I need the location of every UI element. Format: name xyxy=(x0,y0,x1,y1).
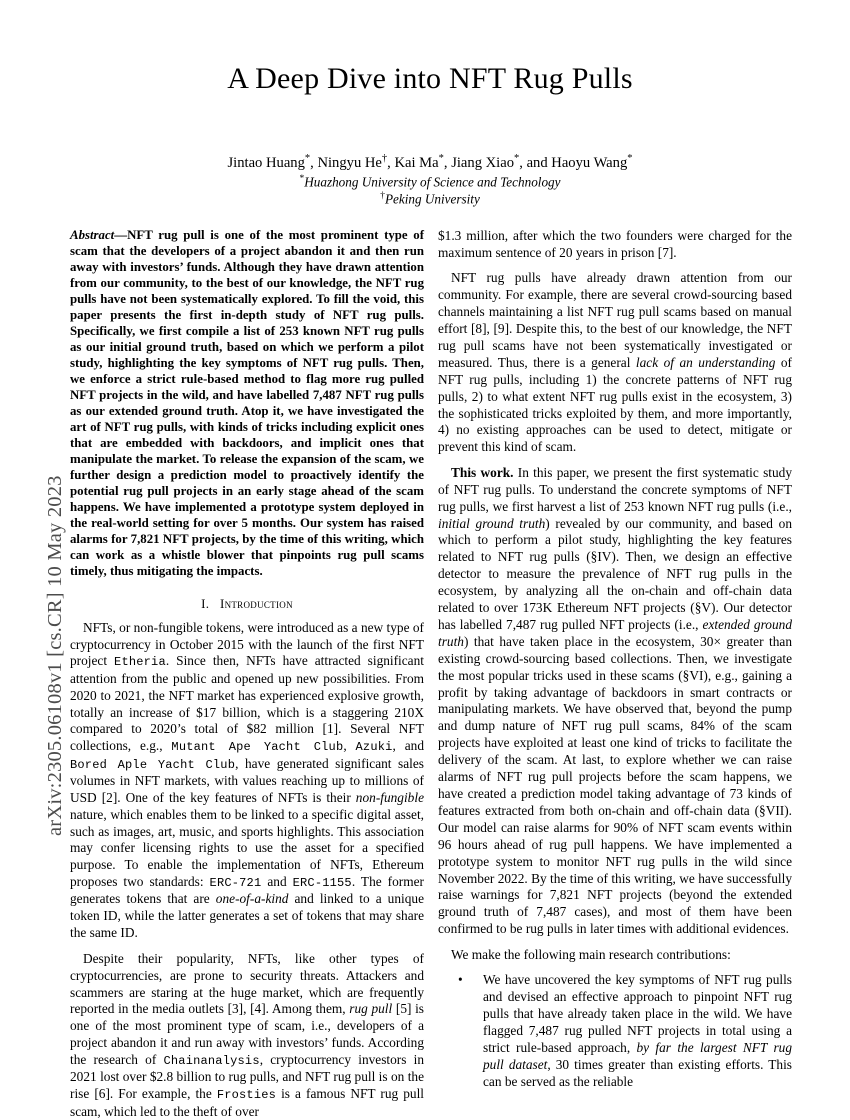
contribution-1-seg-b: , 30 times greater than existing efforts. This can be served as the reliable xyxy=(483,1056,792,1089)
intro-p2-seg-a: Despite their popularity, NFTs, like other types of cryptocurrencies, are prone to security threats. Attackers and scammers are staring at the huge market, which are frequently reported in the media outlets [3], [4]. Among them, xyxy=(70,950,424,1017)
section-heading-introduction-wrap xyxy=(70,596,424,612)
contributions-list xyxy=(438,972,792,1090)
term-initial-ground-truth: initial ground truth xyxy=(438,515,546,531)
affiliation-1-mark: * xyxy=(299,173,305,184)
contribution-1-seg-a: We have uncovered the key symptoms of NFT rug pulls and devised an effective approach to pinpoint NFT rug pulls that have already taken place in the wild. We have flagged 7,487 rug pulled NFT projects in total using a strict rule-based approach, xyxy=(483,972,792,1055)
intro-paragraph-6: We make the following main research contributions: xyxy=(451,946,731,962)
this-work-label: This work. xyxy=(451,464,514,480)
term-non-fungible: non-fungible xyxy=(355,789,424,805)
author-block xyxy=(70,152,790,208)
term-one-of-a-kind: one-of-a-kind xyxy=(215,891,289,907)
author-2: , Ningyu He xyxy=(310,154,382,171)
intro-paragraph-3: $1.3 million, after which the two founders were charged for the maximum sentence of 20 years in prison [7]. xyxy=(438,228,792,260)
abstract-dash: — xyxy=(114,228,128,242)
author-5: , and Haoyu Wang xyxy=(519,154,628,171)
intro-paragraph-1 xyxy=(70,620,424,943)
author-5-mark: * xyxy=(627,153,633,164)
intro-p4-seg-a: NFT rug pulls have already drawn attention from our community. For example, there are several crowd-sourcing based channels maintaining a list NFT rug pull scams based on manual effort [8], [9]. Despite this, to the best of our knowledge, the NFT rug pull scams have not been systematically investigated or measured. Thus, there is a general xyxy=(438,270,792,370)
author-4: , Jiang Xiao xyxy=(443,154,515,171)
intro-paragraph-5 xyxy=(438,465,792,938)
abstract-label: Abstract xyxy=(70,228,115,242)
project-name-frosties: Frosties xyxy=(216,1088,277,1103)
intro-p5-seg-c: ) that have taken place in the ecosystem, 30× greater than existing crowd-sourcing based collections. Then, we investigate the most popular tricks used in these scams (§VI), e.g., gaining a profit by taking advantage of backdoors in smart contracts or manipulating markets. We have observed that, beyond the pump and dump nature of NFT rug pull scams, 84% of the scam projects have exploited at least one kind of tricks to facilitate the delivery of the scam. At last, to explore whether we can raise alarms of NFT rug pull projects before the scam happens, we have created a prediction model taking advantage of 73 kinds of features extracted from both on-chain and off-chain data (§VII). Our model can raise alarms for 90% of NFT scam events within 96 hours ahead of rug pull happens. We have implemented a prototype system to monitor NFT rug pulls in the wild since November 2022. By the time of this writing, we have successfully raise warnings for 7,821 NFT projects (beyond the extended ground truth of 7,487 cases), and most of them have been confirmed to be rug pulls in later times with additional evidences. xyxy=(438,633,792,937)
section-heading-introduction xyxy=(70,596,424,612)
list-item xyxy=(438,972,792,1090)
column-right xyxy=(438,228,792,1090)
bullet-icon: • xyxy=(458,972,463,988)
intro-p1-seg-b: . Since then, NFTs have attracted significant attention from the public and opened up new possibilities. From 2020 to 2021, the NFT market has experienced explosive growth, totally an increase of $17 billion, which is a staggering 210X compared to 2020’s total of $82 million [1]. Several NFT collections, e.g., xyxy=(70,653,424,754)
affiliation-1 xyxy=(70,173,790,191)
column-left xyxy=(70,228,424,1120)
intro-p2-seg-b: [5] is one of the most prominent type of scam, i.e., developers of a project abandon it and run away with investors’ funds. According the research of xyxy=(70,1001,424,1068)
standard-erc-1155: ERC-1155 xyxy=(292,876,352,891)
arxiv-stamp-text: arXiv:2305.06108v1 [cs.CR] 10 May 2023 xyxy=(44,475,66,836)
intro-p5-seg-b: ) revealed by our community, and based on which to perform a pilot study, highlighting the key features related to NFT rug pulls (§IV). Then, we design an effective detector to measure the prevalence of NFT rug pulls in the ecosystem, by analyzing all the on-chain and off-chain data related to over 173K Ethereum NFT projects (§V). Our detector has labelled 7,487 rug pulled NFT projects (i.e., xyxy=(438,515,792,632)
affiliation-1-text: Huazhong University of Science and Technology xyxy=(304,174,561,190)
standard-erc-721: ERC-721 xyxy=(209,876,262,891)
intro-p1-seg-g: and xyxy=(261,874,293,890)
intro-p1-seg-i: and linked to a unique token ID, while the latter generates a set of tokens that may share the same ID. xyxy=(70,891,425,941)
author-4-mark: * xyxy=(514,153,520,164)
author-1-mark: * xyxy=(304,153,311,164)
abstract-paragraph xyxy=(70,228,424,580)
section-title: Introduction xyxy=(219,595,293,611)
intro-p1-seg-d: , and xyxy=(392,738,424,754)
affiliation-2-text: Peking University xyxy=(384,191,480,207)
intro-p5-seg-a: In this paper, we present the first systematic study of NFT rug pulls. To understand the concrete symptoms of NFT rug pulls, we first harvest a list of 253 known NFT rug pulls (i.e., xyxy=(438,464,793,514)
project-name-azuki: Azuki xyxy=(355,740,393,755)
project-name-mutant-ape-yacht-club: Mutant Ape Yacht Club xyxy=(171,740,344,755)
project-name-etheria: Etheria xyxy=(114,655,166,670)
author-1: Jintao Huang xyxy=(227,154,305,171)
intro-p1-seg-a: NFTs, or non-fungible tokens, were introduced as a new type of cryptocurrency in October 2015 with the launch of the first NFT project xyxy=(70,619,424,669)
intro-p1-seg-c: , xyxy=(343,738,356,754)
intro-p4-seg-b: of NFT rug pulls, including 1) the concrete patterns of NFT rug pulls, 2) to what extent NFT rug pulls exist in the ecosystem, 3) the sophisticated tricks exploited by them, and more importantly, 4) no existing approaches can be used to detect, mitigate or prevent this kind of scam. xyxy=(438,354,793,455)
title-block xyxy=(70,62,790,97)
author-2-mark: † xyxy=(381,153,388,164)
intro-p2-seg-c: , cryptocurrency investors in 2021 lost over $2.8 billion to rug pulls, and NFT rug pull is on the rise [6]. For example, the xyxy=(70,1052,425,1102)
intro-p1-seg-h: . The former generates tokens that are xyxy=(70,874,424,907)
intro-p1-seg-f: nature, which enables them to be linked to a specific digital asset, such as images, art, music, and sports highlights. This association may confer licensing rights to use the asset for a specified purpose. To enable the implementation of NFTs, Ethereum proposes two standards: xyxy=(70,806,424,890)
author-3-mark: * xyxy=(438,153,444,164)
term-rug-pull: rug pull xyxy=(349,1001,393,1017)
affiliation-2-mark: † xyxy=(380,191,385,202)
abstract-body: NFT rug pull is one of the most prominent type of scam that the developers of a project abandon it and then run away with investors’ funds. Although they have drawn attention from our community, to the best of our knowledge, the NFT rug pulls have not been systematically explored. To fill the void, this paper presents the first in-depth study of NFT rug pulls. Specifically, we first compile a list of 253 known NFT rug pulls as our initial ground truth, based on which we perform a pilot study, highlighting the key symptoms of NFT rug pulls. Then, we enforce a strict rule-based method to flag more rug pulled NFT projects in the wild, and have labelled 7,487 NFT rug pulls as our extended ground truth. Atop it, we have investigated the art of NFT rug pulls, with kinds of tricks including explicit ones that are embedded with backdoors, and implicit ones that manipulate the market. To release the expansion of the scam, we further design a prediction model to proactively identify the potential rug pull projects in an early stage ahead of the scam happens. We have implemented a prototype system deployed in the real-world setting for over 5 months. Our system has raised alarms for 7,821 NFT projects, by the time of this writing, which can work as a whistle blower that pinpoints rug pull scams timely, thus mitigating the impacts. xyxy=(70,228,424,578)
author-line xyxy=(70,152,790,173)
affiliation-2 xyxy=(70,190,790,208)
author-3: , Kai Ma xyxy=(387,154,439,171)
org-chainanalysis: Chainanalysis xyxy=(163,1054,260,1069)
project-name-bored-aple-yacht-club: Bored Aple Yacht Club xyxy=(70,757,236,772)
intro-paragraph-2 xyxy=(70,951,424,1120)
intro-paragraph-4 xyxy=(438,270,792,456)
intro-p2-seg-d: is a famous NFT rug pull scam, which led to the theft of over xyxy=(70,1086,425,1119)
term-extended-ground-truth: extended ground truth xyxy=(438,616,792,649)
term-largest-nft-rug-pull-dataset: by far the largest NFT rug pull dataset xyxy=(483,1039,792,1072)
section-number: I. xyxy=(201,595,210,611)
term-lack-of-an-understanding: lack of an understanding xyxy=(635,354,776,370)
intro-p1-seg-e: , have generated significant sales volumes in NFT markets, with values reaching up to millions of USD [2]. One of the key features of NFTs is their xyxy=(70,755,424,805)
page-title: A Deep Dive into NFT Rug Pulls xyxy=(227,62,633,95)
